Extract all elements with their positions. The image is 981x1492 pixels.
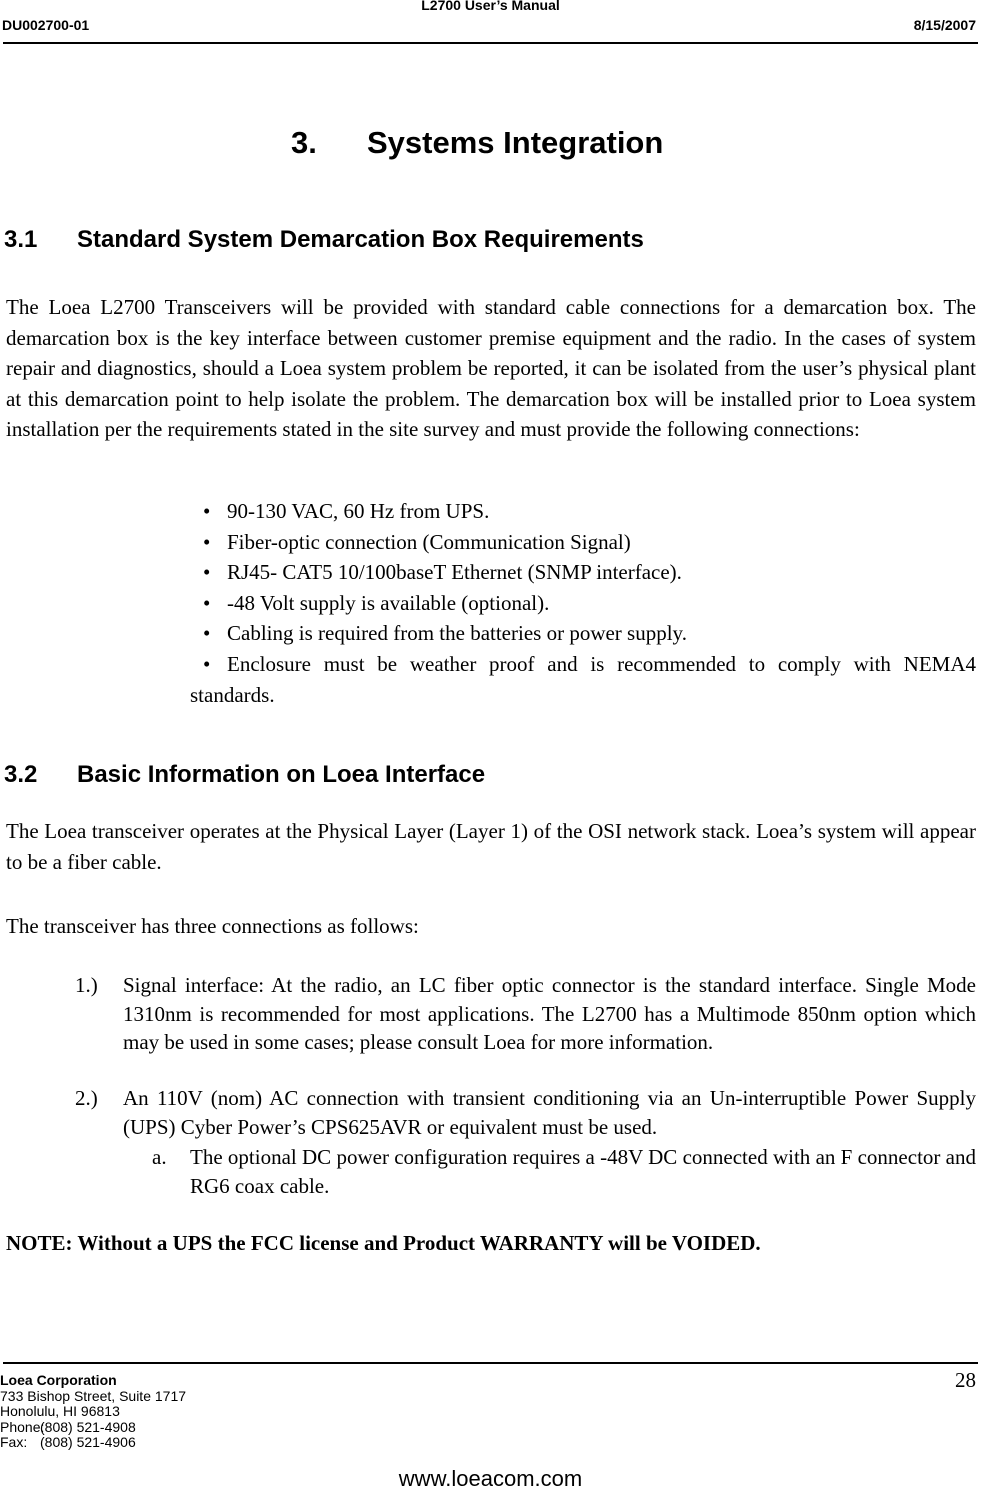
- bullet-text: Enclosure must be weather proof and is recommended to comply with NEMA4 standards.: [190, 652, 976, 707]
- bullet-icon: •: [203, 560, 211, 584]
- bullet-icon: •: [203, 530, 211, 554]
- section-paragraph: The Loea L2700 Transceivers will be provided with standard cable connections for a demarcation box. The demarcation box is the key interface between customer premise equipment and the radio. In the cases of system repair and diagnostics, should a Loea system problem be reported, it can be isolated from the user’s physical plant at this demarcation point to help isolate the problem. The demarcation box will be installed prior to Loea system installation per the requirements stated in the site survey and must provide the following connections:: [6, 295, 976, 442]
- bullet-text: RJ45- CAT5 10/100baseT Ethernet (SNMP interface).: [227, 560, 682, 584]
- chapter-title: Systems Integration: [367, 125, 664, 160]
- bullet-item: [190, 496, 976, 527]
- list-marker: 2.): [75, 1086, 98, 1110]
- bullet-item: [190, 618, 976, 649]
- bullet-text: -48 Volt supply is available (optional).: [227, 591, 550, 615]
- bullet-item: [190, 527, 976, 558]
- section-paragraph: The Loea transceiver operates at the Physical Layer (Layer 1) of the OSI network stack. Loea’s system will appear to be a fiber cable.: [6, 819, 976, 874]
- bullet-text: Cabling is required from the batteries or power supply.: [227, 621, 687, 645]
- list-item: An 110V (nom) AC connection with transient conditioning via an Un-interruptible Power Supply (UPS) Cyber Power’s CPS625AVR or equivalent must be used.: [123, 1086, 976, 1139]
- bullet-item: [190, 649, 976, 710]
- bullet-text: 90-130 VAC, 60 Hz from UPS.: [227, 499, 490, 523]
- section-paragraph: The transceiver has three connections as follows:: [6, 914, 419, 938]
- section-number: 3.2: [4, 761, 38, 788]
- bullet-text: Fiber-optic connection (Communication Signal): [227, 530, 631, 554]
- bullet-icon: •: [203, 621, 211, 645]
- bullet-item: [190, 557, 976, 588]
- document-id: DU002700-01: [2, 17, 90, 33]
- bullet-icon: •: [203, 652, 211, 676]
- section-number: 3.1: [4, 226, 38, 253]
- phone-label: Phone:: [0, 1418, 45, 1435]
- list-marker: 1.): [75, 973, 98, 997]
- fax-label: Fax:: [0, 1434, 28, 1450]
- bullet-icon: •: [203, 499, 211, 523]
- phone-number: (808) 521-4908: [40, 1418, 136, 1435]
- company-address: 733 Bishop Street, Suite 1717: [0, 1387, 187, 1404]
- section-title: Basic Information on Loea Interface: [77, 761, 486, 788]
- page-number: 28: [955, 1368, 976, 1392]
- sublist-item: The optional DC power configuration requires a -48V DC connected with an F connector and RG6 coax cable.: [190, 1145, 976, 1198]
- footer-rule: [3, 1362, 978, 1364]
- section-title: Standard System Demarcation Box Requirements: [77, 226, 644, 253]
- sublist-marker: a.: [152, 1145, 167, 1169]
- manual-title: L2700 User’s Manual: [421, 0, 560, 13]
- header-rule: [3, 42, 978, 44]
- phone-line: [0, 1420, 186, 1436]
- list-item: Signal interface: At the radio, an LC fiber optic connector is the standard interface. Single Mode 1310nm is recommended for most applications. The L2700 has a Multimode 850nm option which may be used in some cases; please consult Loea for more information.: [123, 973, 976, 1054]
- footer-contact: [0, 1373, 186, 1451]
- fax-line: [0, 1435, 186, 1451]
- chapter-number: 3.: [291, 125, 317, 160]
- bullet-item: [190, 588, 976, 619]
- document-date: 8/15/2007: [913, 17, 976, 33]
- company-city: Honolulu, HI 96813: [0, 1403, 120, 1419]
- company-name: Loea Corporation: [0, 1372, 117, 1388]
- bullet-icon: •: [203, 591, 211, 615]
- fax-number: (808) 521-4906: [40, 1434, 136, 1450]
- website-link[interactable]: www.loeacom.com: [398, 1466, 583, 1491]
- warranty-note: NOTE: Without a UPS the FCC license and Product WARRANTY will be VOIDED.: [6, 1231, 761, 1255]
